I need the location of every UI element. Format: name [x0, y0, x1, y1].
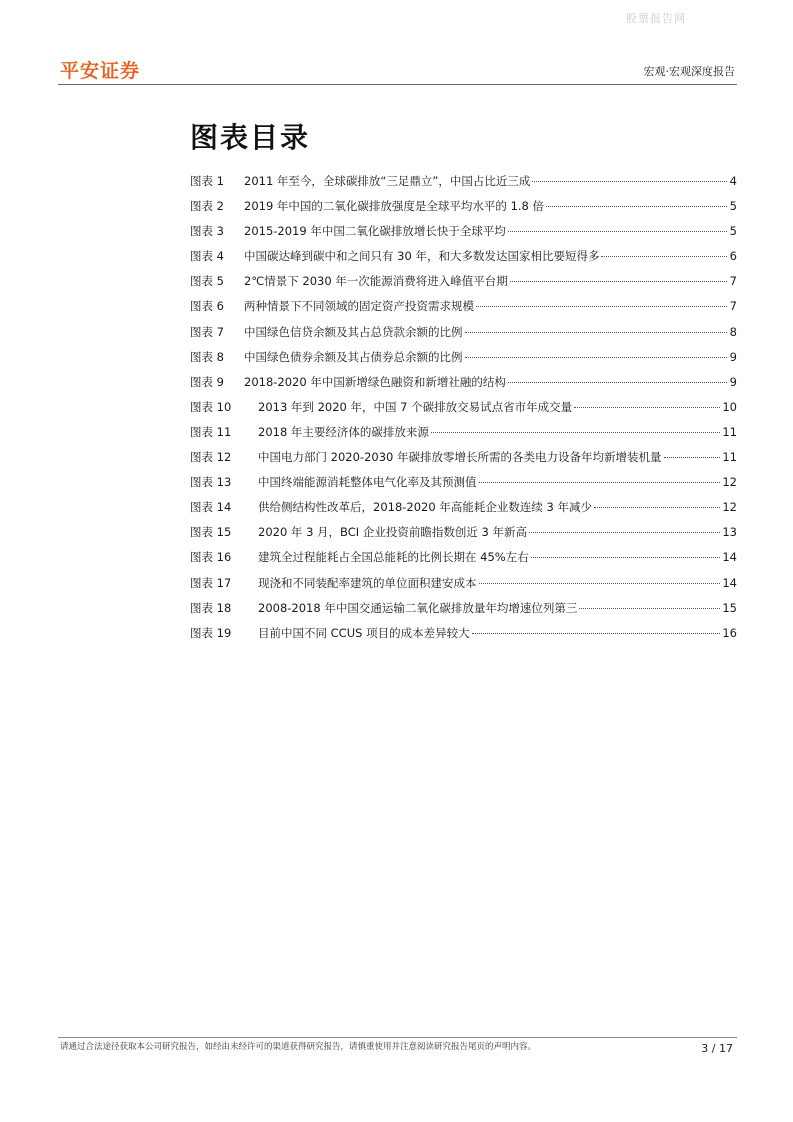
toc-item-text: 2018-2020 年中国新增绿色融资和新增社融的结构	[244, 374, 506, 389]
toc-item-page: 16	[722, 625, 737, 640]
toc-item-leader	[479, 482, 721, 483]
toc-item-text: 2015-2019 年中国二氧化碳排放增长快于全球平均	[244, 224, 506, 239]
toc-item-label: 图表 9	[190, 374, 224, 389]
toc-item[interactable]	[190, 499, 737, 524]
toc-item-page: 9	[729, 349, 737, 364]
toc-item-page: 5	[729, 224, 737, 239]
toc-item[interactable]	[190, 273, 737, 298]
toc-item-leader	[579, 608, 720, 609]
toc-item-label: 图表 19	[190, 625, 232, 640]
toc-item-label: 图表 18	[190, 600, 232, 615]
toc-item-page: 9	[729, 374, 737, 389]
toc-item-text: 2011 年至今，全球碳排放“三足鼎立”，中国占比近三成	[244, 174, 531, 188]
toc-item-label: 图表 1	[190, 174, 224, 188]
toc-item-leader	[510, 281, 727, 282]
toc-item[interactable]	[190, 198, 737, 223]
toc-item-label: 图表 3	[190, 224, 224, 239]
toc-item-page: 12	[722, 500, 737, 515]
toc-item-text: 中国终端能源消耗整体电气化率及其预测值	[258, 475, 477, 490]
toc-item-page: 14	[722, 575, 737, 590]
toc-item[interactable]	[190, 248, 737, 273]
toc-item-text: 中国碳达峰到碳中和之间只有 30 年，和大多数发达国家相比要短得多	[244, 249, 600, 264]
header-divider	[58, 84, 737, 85]
toc-item-leader	[601, 256, 727, 257]
toc-item[interactable]	[190, 449, 737, 474]
toc-item-text: 两种情景下不同领域的固定资产投资需求规模	[244, 299, 474, 314]
toc-item[interactable]	[190, 349, 737, 374]
toc-item-page: 13	[722, 525, 737, 540]
toc-item-text: 2020 年 3 月，BCI 企业投资前瞻指数创近 3 年新高	[258, 525, 527, 540]
toc-item-label: 图表 10	[190, 399, 232, 414]
toc-item-page: 6	[729, 249, 737, 264]
toc-item-page: 8	[729, 324, 737, 339]
brand-logo: 平安证券	[60, 60, 141, 82]
toc-item-leader	[479, 583, 721, 584]
toc-item-leader	[594, 507, 720, 508]
toc-item-leader	[508, 231, 727, 232]
toc-item-leader	[465, 332, 728, 333]
toc-list	[190, 173, 737, 650]
toc-item-label: 图表 8	[190, 349, 224, 364]
toc-item-page: 15	[722, 600, 737, 615]
watermark-text: 股票报告网	[626, 12, 686, 25]
toc-item-leader	[546, 206, 727, 207]
toc-item[interactable]	[190, 549, 737, 574]
toc-item[interactable]	[190, 575, 737, 600]
toc-item[interactable]	[190, 474, 737, 499]
toc-item-page: 12	[722, 475, 737, 490]
footer-disclaimer: 请通过合法途径获取本公司研究报告，如经由未经许可的渠道获得研究报告，请慎重使用并注意阅读研究报告尾页的声明内容。	[60, 1042, 537, 1052]
toc-title: 图表目录	[190, 121, 311, 154]
toc-item-label: 图表 2	[190, 199, 224, 214]
toc-item[interactable]	[190, 324, 737, 349]
toc-item-leader	[531, 557, 721, 558]
toc-item-page: 7	[729, 299, 737, 314]
toc-item-label: 图表 4	[190, 249, 224, 264]
toc-item-leader	[574, 407, 720, 408]
toc-item[interactable]	[190, 600, 737, 625]
toc-item-text: 2018 年主要经济体的碳排放来源	[258, 424, 429, 439]
toc-item[interactable]	[190, 424, 737, 449]
toc-item-label: 图表 12	[190, 450, 232, 465]
toc-item[interactable]	[190, 223, 737, 248]
toc-item[interactable]	[190, 298, 737, 323]
toc-item-page: 14	[722, 550, 737, 565]
toc-item-label: 图表 16	[190, 550, 232, 565]
toc-item[interactable]	[190, 399, 737, 424]
toc-item-text: 中国电力部门 2020-2030 年碳排放零增长所需的各类电力设备年均新增装机量	[258, 450, 662, 465]
toc-item[interactable]	[190, 625, 737, 650]
toc-item-text: 目前中国不同 CCUS 项目的成本差异较大	[258, 625, 470, 640]
toc-item-leader	[476, 306, 727, 307]
toc-item-label: 图表 5	[190, 274, 224, 289]
toc-item-label: 图表 7	[190, 324, 224, 339]
toc-item-text: 中国绿色信贷余额及其占总贷款余额的比例	[244, 324, 463, 339]
toc-item-leader	[532, 181, 727, 182]
toc-item-leader	[664, 457, 721, 458]
page-number: 3 / 17	[701, 1042, 733, 1055]
toc-item-label: 图表 14	[190, 500, 232, 515]
toc-item[interactable]	[190, 524, 737, 549]
footer-divider	[58, 1037, 737, 1038]
toc-item-text: 供给侧结构性改革后，2018-2020 年高能耗企业数连续 3 年减少	[258, 500, 592, 515]
toc-item[interactable]	[190, 374, 737, 399]
toc-item-label: 图表 6	[190, 299, 224, 314]
toc-item-leader	[508, 382, 727, 383]
toc-item-leader	[472, 633, 721, 634]
toc-item-page: 11	[722, 424, 737, 439]
toc-item-text: 现浇和不同装配率建筑的单位面积建安成本	[258, 575, 477, 590]
toc-item-label: 图表 11	[190, 424, 232, 439]
toc-item-label: 图表 13	[190, 475, 232, 490]
toc-item-label: 图表 17	[190, 575, 232, 590]
toc-item-page: 4	[729, 174, 737, 188]
toc-item-leader	[529, 532, 720, 533]
toc-item-text: 2013 年到 2020 年，中国 7 个碳排放交易试点省市年成交量	[258, 399, 573, 414]
toc-item[interactable]	[190, 173, 737, 198]
toc-item-leader	[465, 357, 728, 358]
toc-item-text: 中国绿色债券余额及其占债券总余额的比例	[244, 349, 463, 364]
report-type: 宏观·宏观深度报告	[643, 65, 735, 78]
toc-item-page: 10	[722, 399, 737, 414]
toc-item-text: 建筑全过程能耗占全国总能耗的比例长期在 45%左右	[258, 550, 529, 565]
toc-item-leader	[431, 432, 720, 433]
toc-item-page: 7	[729, 274, 737, 289]
toc-item-text: 2℃情景下 2030 年一次能源消费将进入峰值平台期	[244, 274, 508, 289]
toc-item-text: 2008-2018 年中国交通运输二氧化碳排放量年均增速位列第三	[258, 600, 578, 615]
toc-item-label: 图表 15	[190, 525, 232, 540]
toc-item-text: 2019 年中国的二氧化碳排放强度是全球平均水平的 1.8 倍	[244, 199, 545, 214]
toc-item-page: 11	[722, 450, 737, 465]
toc-item-page: 5	[729, 199, 737, 214]
